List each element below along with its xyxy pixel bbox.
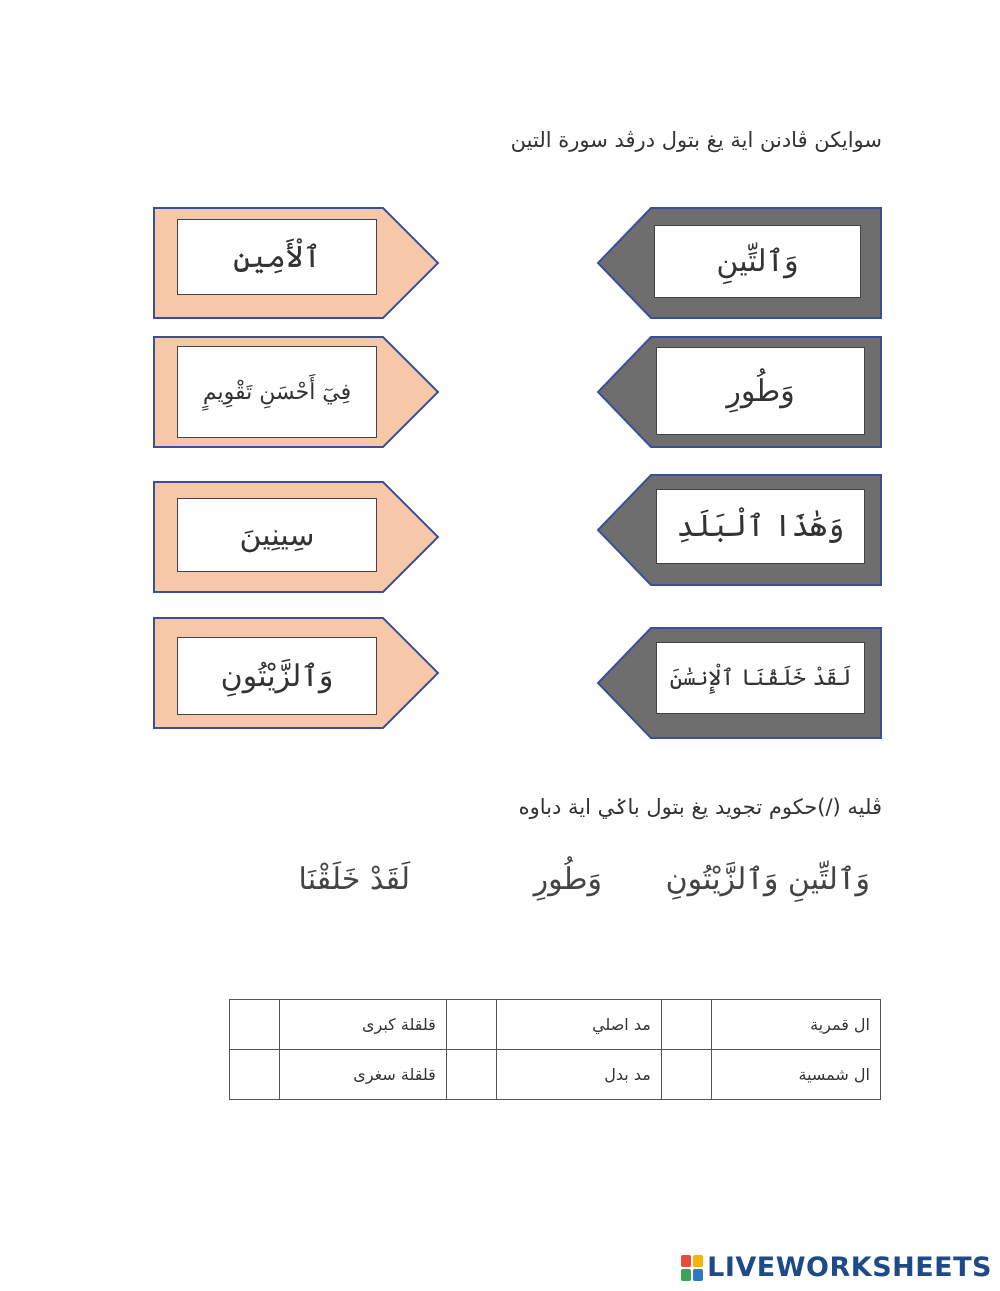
tajwid-table: [229, 999, 881, 1100]
left-card-1[interactable]: ٱلْأَمِينِ: [177, 219, 377, 295]
right-match-shape: [597, 207, 882, 319]
left-match-shape: [153, 336, 439, 448]
table-cell: ال قمرية: [712, 1000, 881, 1050]
right-card-2[interactable]: وَطُورِ: [656, 347, 865, 435]
right-card-4[interactable]: لَقَدْ خَلَقْنَا ٱلْإِنسَٰنَ: [656, 642, 865, 714]
verse-3: لَقَدْ خَلَقْنَا: [298, 862, 410, 897]
right-match-shape: [597, 336, 882, 448]
answer-box[interactable]: [661, 1000, 711, 1050]
right-card-1[interactable]: وَٱلتِّينِ: [654, 225, 861, 298]
table-cell: مد اصلي: [497, 1000, 662, 1050]
table-cell: ال شمسية: [712, 1050, 881, 1100]
answer-box[interactable]: [230, 1000, 280, 1050]
verse-2: وَطُورِ: [533, 862, 602, 897]
right-match-shape: [597, 474, 882, 586]
brand-name: LIVEWORKSHEETS: [707, 1252, 992, 1283]
left-match-shape: [153, 617, 439, 729]
left-match-shape: [153, 481, 439, 593]
right-card-3[interactable]: وَهَٰذَا ٱلْبَلَدِ: [656, 489, 865, 564]
left-card-2[interactable]: فِيٓ أَحْسَنِ تَقْوِيمٍ: [177, 346, 377, 438]
left-card-3[interactable]: سِينِينَ: [177, 498, 377, 572]
left-match-shape: [153, 207, 439, 319]
right-match-shape: [597, 627, 882, 739]
answer-box[interactable]: [230, 1050, 280, 1100]
liveworksheets-logo-icon: [681, 1255, 703, 1281]
tajwid-instruction: ڤليه (/)حكوم تجويد يغ بتول باݢي اية دباوه: [518, 795, 882, 819]
answer-box[interactable]: [661, 1050, 711, 1100]
left-card-4[interactable]: وَٱلزَّيْتُونِ: [177, 637, 377, 715]
match-instruction: سوايكن ڤادنن اية يغ بتول درڤد سورة التين: [510, 128, 882, 152]
table-cell: قلقلة كبرى: [280, 1000, 446, 1050]
answer-box[interactable]: [446, 1050, 496, 1100]
verse-1: وَٱلتِّينِ وَٱلزَّيْتُونِ: [665, 862, 870, 897]
answer-box[interactable]: [446, 1000, 496, 1050]
table-row: [230, 1050, 881, 1100]
liveworksheets-brand: [681, 1252, 992, 1283]
table-cell: قلقلة سغرى: [280, 1050, 446, 1100]
table-row: [230, 1000, 881, 1050]
table-cell: مد بدل: [497, 1050, 662, 1100]
